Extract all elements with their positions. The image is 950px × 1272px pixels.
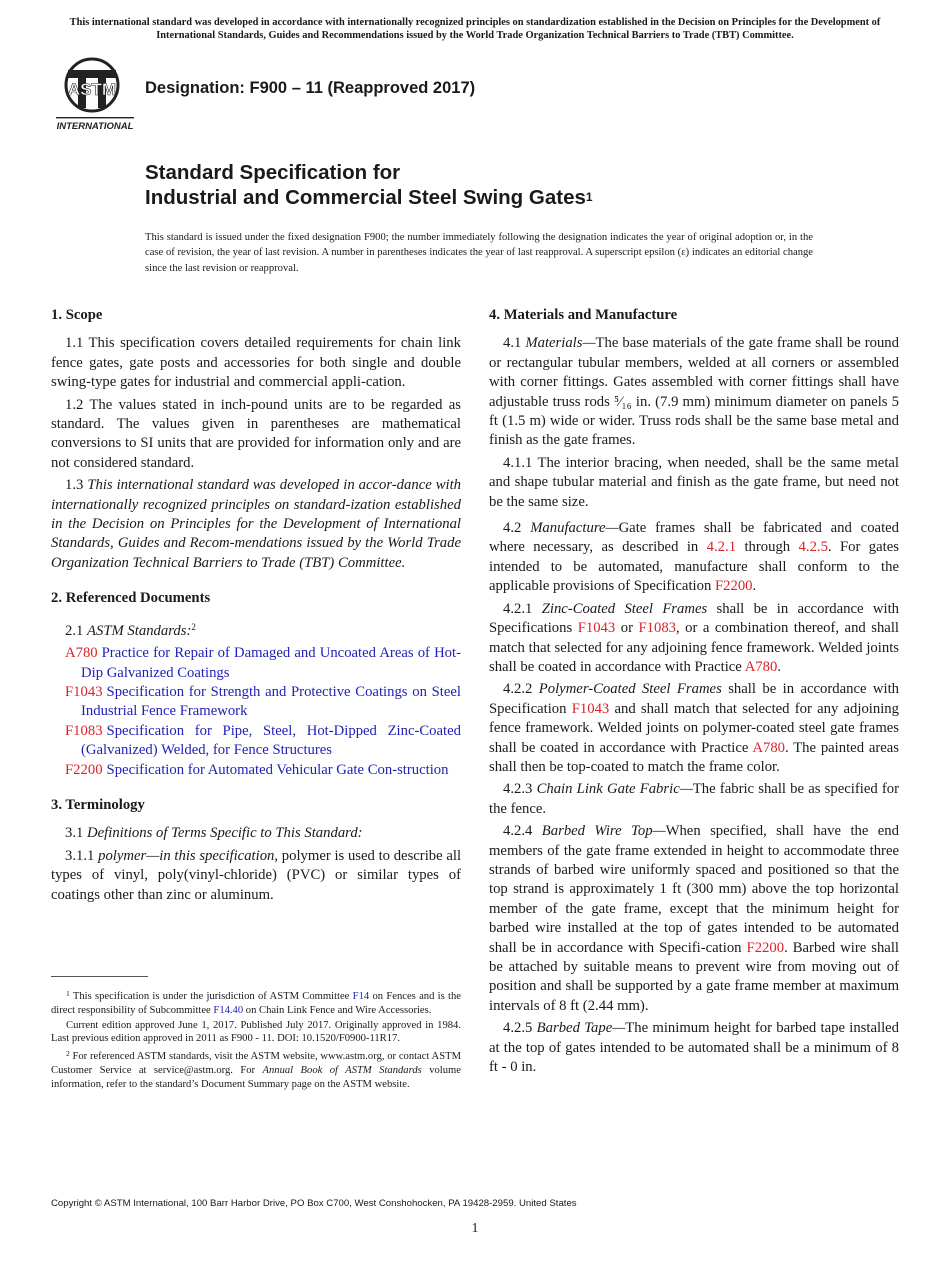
materials-heading: 4. Materials and Manufacture xyxy=(489,307,678,323)
para-4-1: 4.1 Materials—The base materials of the gate frame shall be round or rectangular tubular members, welded at all corners or assembled with corner fittings. Gates assembled with corner fittings shall have adjustable truss rods ⁵⁄₁₆ in. (7.9 mm) minimum diameter on panels 5 ft (1.5 m) wide or wider. Truss rods shall be the same base metal and finish as the gate frames. xyxy=(489,335,899,449)
scope-heading: 1. Scope xyxy=(51,307,103,323)
footnote-1: $^1$ This specification is under the jurisdiction of ASTM Committee F14 on Fences and is the direct responsibility of Subcommittee F14.40 on Chain Link Fence and Wire Accessories. xyxy=(51,989,461,1016)
ref-f1043[interactable]: F1043 Specification for Strength and Protective Coatings on Steel Industrial Fence Framework xyxy=(65,683,461,720)
footnote-edition: Current edition approved June 1, 2017. Published July 2017. Originally approved in 1984. Last previous edition approved in 2011 as F900 - 11. DOI: 10.1520/F0900-11R17. xyxy=(51,1019,461,1045)
link-4-2-5[interactable]: 4.2.5 xyxy=(798,539,828,556)
referenced-heading: 2. Referenced Documents xyxy=(51,590,211,607)
link-f1043-2[interactable]: F1043 xyxy=(571,700,610,717)
logo-text-top: ASTM xyxy=(67,80,117,99)
page-title xyxy=(145,160,593,213)
logo-text-bottom: INTERNATIONAL xyxy=(56,121,134,132)
designation: Designation: F900 – 11 (Reapproved 2017) xyxy=(145,79,476,97)
footnote-2: $^2$ For referenced ASTM standards, visit the ASTM website, www.astm.org, or contact ASTM Customer Service at service@astm.org. For Annual Book of ASTM Standards volume information, refer to the standard’s Document Summary page on the ASTM website. xyxy=(51,1049,461,1090)
title-line-2: Industrial and Commercial Steel Swing Gates$^1$ xyxy=(145,186,593,209)
para-4-1-1: 4.1.1 The interior bracing, when needed, shall be the same metal and shape tubular material and finish as the gate frame, but need not be the same size. xyxy=(489,454,899,510)
link-f2200[interactable]: F2200 xyxy=(714,578,753,595)
link-4-2-1[interactable]: 4.2.1 xyxy=(706,539,737,556)
link-f1083[interactable]: F1083 xyxy=(638,620,677,637)
para-1-1: 1.1 This specification covers detailed requirements for chain link fence gates, gate posts and accessories for both single and double swing-type gates for industrial and commercial appli-cation. xyxy=(51,335,461,391)
ref-f1083[interactable]: F1083 Specification for Pipe, Steel, Hot-Dipped Zinc-Coated (Galvanized) Welded, for Fence Structures xyxy=(65,722,461,759)
terminology-heading: 3. Terminology xyxy=(51,796,145,813)
para-2-1: 2.1 ASTM Standards:$^2$ xyxy=(65,621,196,639)
para-4-2-2: 4.2.2 Polymer-Coated Steel Frames shall be in accordance with Specification F1043 and shall match that selected for any adjoining fence framework. Welded joints on polymer-coated steel gate frames shall be coated in accordance with Practice A780. The painted areas shall then be top-coated to match the frame color. xyxy=(489,681,899,775)
para-4-2-1: 4.2.1 Zinc-Coated Steel Frames shall be in accordance with Specifications F1043 or F1083, or a combination thereof, and shall match that selected for any adjoining fence framework. Welded joints shall be coated in accordance with Practice A780. xyxy=(489,600,899,675)
para-4-2-4: 4.2.4 Barbed Wire Top—When specified, shall have the end members of the gate frame extended in height to accommodate three strands of barbed wire uniformly spaced and positioned so that the top strand is approximately 1 ft (300 mm) above the top horizontal member of the gate frame, except that the minimum height for barbed wire installed at the top of gates intended to be automated shall be in accordance with Specifi-cation F2200. Barbed wire shall be attached by suitable means to prevent wire from moving out of position and shall be supported by a gate frame member at maximum intervals of 8 ft (2.44 mm). xyxy=(489,823,899,1014)
standards-notice: This international standard was developed in accordance with internationally recognized principles on standardization established in the Decision on Principles for the Development of International Standards, Guides and Recommendations issued by the World Trade Organization Technical Barriers to Trade (TBT) Committee. xyxy=(69,17,881,41)
link-a780[interactable]: A780 xyxy=(744,658,778,675)
footnote-divider xyxy=(51,976,148,977)
link-f1043[interactable]: F1043 xyxy=(577,620,616,637)
page-number: 1 xyxy=(471,1220,479,1235)
para-4-2-3: 4.2.3 Chain Link Gate Fabric—The fabric shall be as specified for the fence. xyxy=(489,781,900,817)
para-3-1: 3.1 Definitions of Terms Specific to This Standard: xyxy=(65,825,363,842)
para-1-3: 1.3 This international standard was developed in accor-dance with internationally recognized principles on standard-ization established in the Decision on Principles for the Development of International Standards, Guides and Recom-mendations issued by the World Trade Organization Technical Barriers to Trade (TBT) Committee. xyxy=(51,477,461,571)
para-4-2-5: 4.2.5 Barbed Tape—The minimum height for barbed tape installed at the top of gates intended to be automated shall be a minimum of 8 ft - 0 in. xyxy=(489,1020,900,1076)
link-f14-40[interactable]: F14.40 xyxy=(213,1004,244,1016)
ref-a780[interactable]: A780 Practice for Repair of Damaged and Uncoated Areas of Hot-Dip Galvanized Coatings xyxy=(65,645,461,681)
ref-f2200[interactable]: F2200 Specification for Automated Vehicular Gate Con-struction xyxy=(65,761,449,778)
link-f2200-2[interactable]: F2200 xyxy=(746,939,785,956)
right-column xyxy=(489,306,899,1080)
para-4-2: 4.2 Manufacture—Gate frames shall be fabricated and coated where necessary, as described in 4.2.1 through 4.2.5. For gates intended to be automated, manufacture shall conform to the applicable provisions of Specification F2200. xyxy=(489,520,900,595)
para-3-1-1: 3.1.1 polymer—in this specification, polymer is used to describe all types of vinyl, poly(vinyl-chloride) (PVC) or similar types of coatings other than zinc or aluminum. xyxy=(51,847,462,903)
para-1-2: 1.2 The values stated in inch-pound units are to be regarded as standard. The values given in parentheses are mathematical conversions to SI units that are provided for information only and are not considered standard. xyxy=(51,396,461,471)
title-footnote-mark: 1 xyxy=(585,190,593,204)
footnotes xyxy=(51,987,461,1093)
astm-logo-icon xyxy=(54,55,136,133)
left-column xyxy=(51,306,461,908)
link-f14[interactable]: F14 xyxy=(352,991,370,1002)
issued-note: This standard is issued under the fixed designation F900; the number immediately following the designation indicates the year of original adoption or, in the case of revision, the year of last revision. A number in parentheses indicates the year of last reapproval. A superscript epsilon (ε) indicates an editorial change since the last revision or reapproval. xyxy=(145,232,813,274)
title-line-1: Standard Specification for xyxy=(145,161,401,184)
link-a780-2[interactable]: A780 xyxy=(752,739,786,756)
copyright-line: Copyright © ASTM International, 100 Barr Harbor Drive, PO Box C700, West Conshohocken, PA 19428-2959. United States xyxy=(51,1198,577,1209)
